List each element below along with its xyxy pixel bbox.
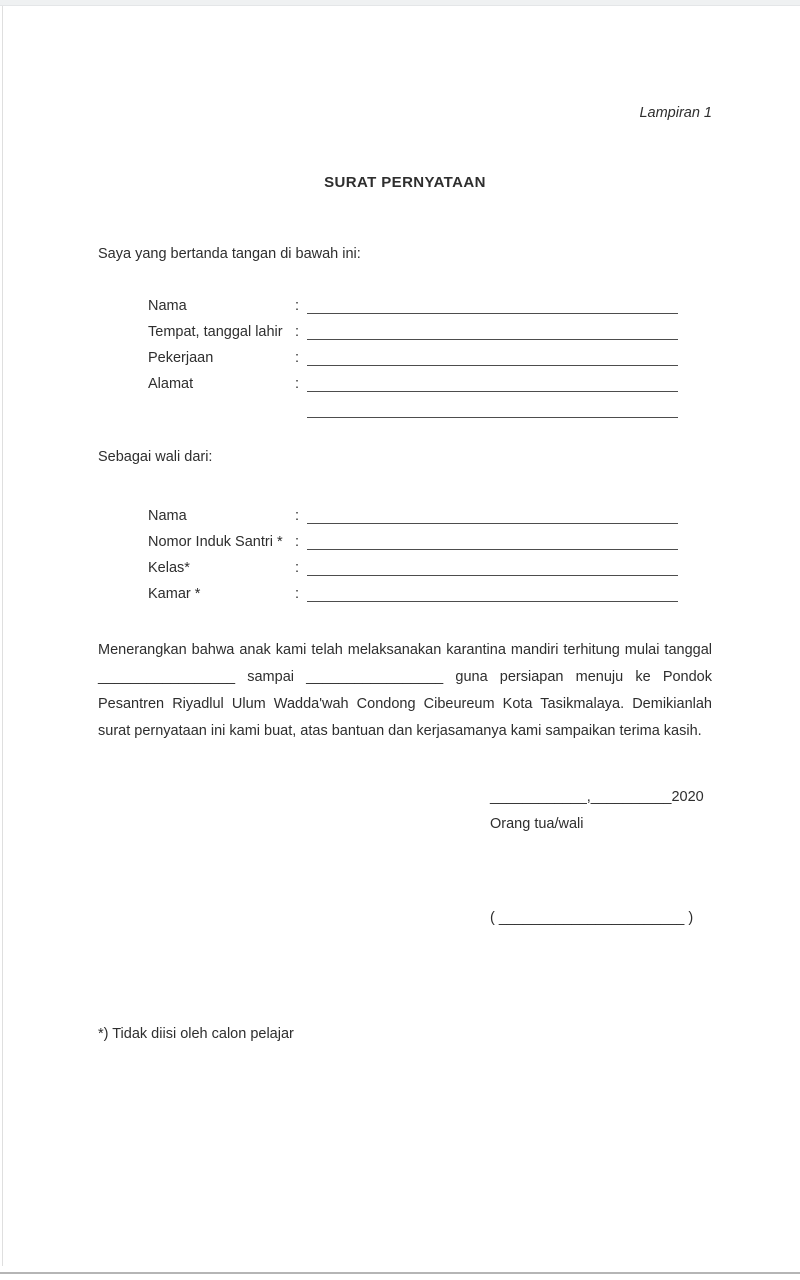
field-colon: : xyxy=(295,560,300,576)
document-title: SURAT PERNYATAAN xyxy=(324,174,486,191)
field-blank-line-ward-nama xyxy=(307,502,678,524)
field-blank-line-alamat-continuation xyxy=(307,396,678,418)
page-edge-bottom xyxy=(0,1272,800,1274)
signature-name-line: ( _______________________ ) xyxy=(490,910,694,926)
field-row-kelas xyxy=(98,550,678,576)
field-label-nama: Nama xyxy=(148,298,187,314)
field-blank-line-kamar xyxy=(307,580,678,602)
page-edge-left xyxy=(2,6,3,1266)
field-row-tempat-tanggal-lahir xyxy=(98,314,678,340)
field-colon: : xyxy=(295,350,300,366)
field-row-nama xyxy=(98,288,678,314)
field-blank-line-kelas xyxy=(307,554,678,576)
field-colon: : xyxy=(295,586,300,602)
field-label-ward-nama: Nama xyxy=(148,508,187,524)
field-colon: : xyxy=(295,508,300,524)
guardian-section-heading: Sebagai wali dari: xyxy=(98,449,213,465)
field-label-alamat: Alamat xyxy=(148,376,194,392)
field-row-kamar xyxy=(98,576,678,602)
field-colon: : xyxy=(295,324,300,340)
field-blank-line-nama xyxy=(307,292,678,314)
field-blank-line-pekerjaan xyxy=(307,344,678,366)
ward-fields-block xyxy=(98,498,678,602)
field-row-alamat xyxy=(98,366,678,392)
field-colon: : xyxy=(295,376,300,392)
field-row-pekerjaan xyxy=(98,340,678,366)
field-row-nomor-induk-santri xyxy=(98,524,678,550)
field-colon: : xyxy=(295,534,300,550)
field-blank-line-tempat-tanggal-lahir xyxy=(307,318,678,340)
footnote-text: *) Tidak diisi oleh calon pelajar xyxy=(98,1026,294,1042)
field-row-alamat-continuation xyxy=(98,392,678,418)
signature-signer-role: Orang tua/wali xyxy=(490,816,584,832)
identity-fields-block xyxy=(98,288,678,418)
field-colon: : xyxy=(295,298,300,314)
statement-paragraph: Menerangkan bahwa anak kami telah melaksanakan karantina mandiri terhitung mulai tanggal _________________ sampai _________________ guna persiapan menuju ke Pondok Pesantren Riyadlul Ulum Wadda'wah Condong Cibeureum Kota Tasikmalaya. Demikianlah surat pernyataan ini kami buat, atas bantuan dan kerjasamanya kami sampaikan terima kasih. xyxy=(98,642,712,739)
field-label-kelas: Kelas* xyxy=(148,560,190,576)
field-label-nomor-induk-santri: Nomor Induk Santri * xyxy=(148,534,283,550)
page-edge-top xyxy=(0,0,800,6)
field-label-tempat-tanggal-lahir: Tempat, tanggal lahir xyxy=(148,324,283,340)
lampiran-note: Lampiran 1 xyxy=(639,105,712,121)
field-blank-line-nomor-induk-santri xyxy=(307,528,678,550)
field-blank-line-alamat xyxy=(307,370,678,392)
field-row-ward-nama xyxy=(98,498,678,524)
signature-date-line: ____________,__________2020 xyxy=(490,789,704,805)
intro-text: Saya yang bertanda tangan di bawah ini: xyxy=(98,246,361,262)
field-label-kamar: Kamar * xyxy=(148,586,201,602)
field-label-pekerjaan: Pekerjaan xyxy=(148,350,214,366)
